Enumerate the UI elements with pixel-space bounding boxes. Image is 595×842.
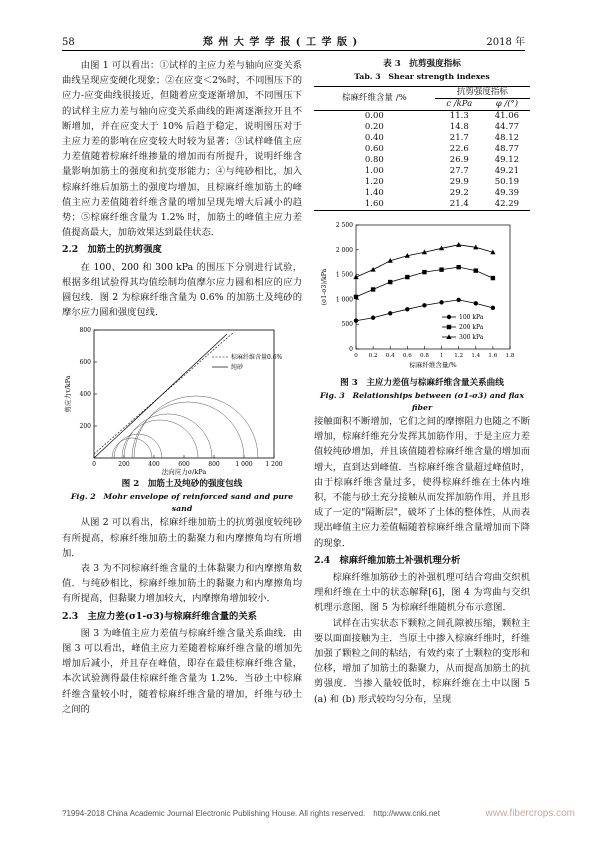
mohr-circle-small-reinforced (114, 434, 162, 458)
fig3-xtick-label: 0.2 (368, 353, 378, 359)
mohr-circle-large-reinforced (134, 396, 258, 458)
fig3-xtick-label: 0.4 (385, 353, 395, 359)
data-point (439, 267, 443, 271)
paragraph-fig3-analysis: 图 3 为峰值主应力差值与棕麻纤维含量关系曲线．由图 3 可以看出，峰值主应力差随着棕麻纤维含量的增加先增加后减小，并且存在峰值，即存在最佳棕麻纤维含量，本次试验测得最佳棕麻纤维含量为 1.2%．当砂土中棕麻纤维含量较小时，随着棕麻纤维含量的增加，纤维与砂土之间的 (62, 627, 302, 715)
right-column (314, 58, 530, 707)
figure-2 (62, 324, 302, 476)
data-point (371, 287, 375, 291)
cell-cohesion: 21.4 (435, 199, 484, 211)
table-row (314, 155, 530, 166)
table-body (314, 111, 530, 211)
envelope-pure-sand (94, 334, 227, 458)
data-point (474, 268, 478, 272)
cell-cohesion: 29.9 (449, 177, 469, 187)
cell-cohesion: 14.8 (449, 122, 469, 132)
table-row (314, 188, 530, 199)
journal-year: 2018 年 (486, 37, 525, 48)
data-point (491, 276, 495, 280)
mohr-envelope-chart (62, 324, 302, 476)
data-point (456, 265, 460, 269)
cell-friction-angle: 48.77 (494, 144, 520, 154)
page-header (62, 32, 525, 48)
cell-fiber-content: 0.60 (364, 144, 384, 154)
fig2-xtick-label: 200 (118, 461, 130, 469)
fig3-xtick-label: 0.6 (402, 353, 412, 359)
fig2-xtick-label: 0 (92, 461, 96, 469)
fig3-ytick-label: 500 (341, 321, 353, 329)
fig2-xlabel: 法向应力σ/kPa (161, 468, 207, 477)
cell-fiber-content: 1.60 (314, 199, 435, 211)
cell-cohesion: 29.2 (449, 188, 469, 198)
journal-title: 郑 州 大 学 学 报 ( 工 学 版 ) (202, 37, 359, 48)
table-header-phi: φ /(°) (484, 99, 530, 111)
table-row (314, 177, 530, 188)
data-point (388, 311, 392, 315)
cell-fiber-content: 1.40 (364, 188, 384, 198)
table3-title: 表 3 抗剪强度指标 (383, 59, 461, 69)
fig2-caption-en: Fig. 2 Mohr envelope of reinforced sand and pure sand (70, 492, 294, 514)
fig3-xtick-label: 1.8 (505, 353, 515, 359)
fig3-ylabel: (σ1-σ3)/kPa (321, 268, 328, 306)
fig3-xlabel: 棕麻纤维含量/% (409, 361, 457, 369)
cell-fiber-content: 1.00 (364, 166, 384, 176)
cell-fiber-content: 0.00 (364, 111, 384, 121)
fig3-ytick-label: 2 000 (335, 246, 353, 254)
cell-cohesion: 26.9 (449, 155, 469, 165)
mohr-circles (112, 396, 258, 458)
cell-fiber-content: 0.40 (364, 133, 384, 143)
cell-cohesion: 22.6 (449, 144, 469, 154)
fig2-xtick-label: 800 (208, 461, 220, 469)
fig2-xtick-label: 400 (148, 461, 160, 469)
data-point (456, 242, 461, 247)
fig3-caption-en: Fig. 3 Relationships between (σ1-σ3) and flax fiber (319, 391, 525, 412)
section-heading-2-4: 2.4 棕麻纤维加筋土补强机理分析 (314, 554, 461, 566)
mohr-circle-large (132, 402, 244, 458)
figure-3 (314, 217, 530, 377)
paragraph-mechanism: 棕麻纤维加筋砂土的补强机理可结合弯曲交织机理和纤维在土中的状态解释[6]，图 4 为弯曲与交织机理示意图，图 5 为棕麻纤维随机分布示意图． (314, 572, 530, 614)
legend-label: 200 kPa (459, 324, 484, 331)
paragraph-compaction: 试样在击实状态下颗粒之间孔隙被压缩，颗粒主要以面面接触为主．当原土中掺入棕麻纤维时，纤维加强了颗粒之间的粘结，有效约束了土颗粒的变形和位移，增加了加筋土的黏聚力，从而提高加筋土的抗剪强度．当掺入量较低时，棕麻纤维在土中以图 5 (a) 和 (b) 形式较均匀分布，呈现 (314, 617, 530, 705)
cell-friction-angle: 49.12 (494, 155, 520, 165)
legend-label: 300 kPa (459, 334, 484, 341)
fig3-xtick-label: 1.2 (454, 353, 464, 359)
data-point (371, 267, 376, 272)
table-row (314, 111, 530, 123)
fig2-ytick-label: 600 (79, 359, 91, 367)
table-header-group: 抗剪强度指标 (435, 87, 530, 99)
paragraph-fig1-analysis: 由图 1 可以看出：①试样的主应力差与轴向应变关系曲线呈现应变硬化现象；②在应变＜2%时，不同围压下的应力-应变曲线很接近，但随着应变逐渐增加，不同围压下的试样主应力差与轴向应变关系曲线的距离逐渐拉开且不断增加，并在应变大于 10% 后趋于稳定，说明围压对于主应力差的影响在应变较大时较为显著；③试样峰值主应力差值随着棕麻纤维掺量的增加而有所提升，说明纤维含量影响加筋土的强度和抗变形能力；④与纯砂相比，加入棕麻纤维后加筋土的强度均增加，且棕麻纤维加筋土的峰值主应力差值随着纤维含量的增加呈现先增大后减小的趋势；⑤棕麻纤维含量为 1.2% 时，加筋土的峰值主应力差值提高最大，加筋效果达到最佳状态． (62, 60, 302, 239)
cell-cohesion: 21.7 (449, 133, 469, 143)
table-header-fiber: 棕麻纤维含量 /% (314, 87, 435, 111)
paragraph-continued: 接触面积不断增加，它们之间的摩擦阻力也随之不断增加，棕麻纤维充分发挥其加筋作用，于是主应力差值较纯砂增加，并且该值随着棕麻纤维含量的增加而增大，直到达到峰值．当棕麻纤维含量超过峰值时，由于棕麻纤维含量过多，使得棕麻纤维在土体内堆积，不能与砂土充分接触从而发挥加筋作用，并且形成了一定的"隔断层"，破坏了土体的整体性，从而表现出峰值主应力差值幅随着棕麻纤维含量增加而下降的现象． (314, 416, 530, 549)
fig2-ytick-label: 400 (79, 391, 91, 399)
legend-label-pure-sand: 纯砂 (231, 364, 244, 372)
section-heading-2-3: 2.3 主应力差(σ1-σ3)与棕麻纤维含量的关系 (62, 610, 257, 622)
fig3-caption-cn: 图 3 主应力差值与棕麻纤维含量关系曲线 (340, 378, 504, 388)
data-point (422, 303, 426, 307)
fig3-ytick-label: 0 (349, 346, 353, 353)
data-point (371, 316, 375, 320)
fig3-ytick-label: 1 500 (335, 271, 353, 279)
cell-friction-angle: 50.19 (494, 177, 520, 187)
fig2-ytick-label: 800 (79, 327, 91, 335)
legend-marker (447, 315, 451, 319)
page-footer (62, 808, 575, 819)
data-point (422, 270, 426, 274)
cell-friction-angle: 49.21 (494, 166, 520, 176)
section-heading-2-2: 2.2 加筋土的抗剪强度 (62, 244, 162, 256)
table-row (314, 199, 530, 211)
data-point (388, 280, 392, 284)
cell-friction-angle: 48.12 (494, 133, 520, 143)
data-point (491, 306, 495, 310)
fig3-xtick-label: 0 (354, 353, 358, 359)
left-column (62, 58, 302, 717)
cell-friction-angle: 42.29 (484, 199, 530, 211)
fig3-xtick-label: 0.8 (419, 353, 429, 359)
fig2-xtick-label: 600 (178, 461, 190, 469)
cell-cohesion: 27.7 (449, 166, 469, 176)
fig2-xtick-label: 1 200 (265, 461, 283, 469)
watermark-text: www.fibercrops.com (485, 808, 575, 819)
cell-fiber-content: 0.20 (364, 122, 384, 132)
fig2-frame (94, 330, 274, 458)
fig3-ytick-label: 1 000 (335, 296, 353, 304)
fig2-xtick-label: 1 000 (235, 461, 253, 469)
table-row (314, 133, 530, 144)
paragraph-fig2-analysis: 从图 2 可以看出，棕麻纤维加筋土的抗剪强度较纯砂有所提高，棕麻纤维加筋土的黏聚力和内摩擦角均有所增加． (62, 517, 302, 559)
data-point (405, 307, 409, 311)
table-row (314, 144, 530, 155)
copyright-notice: ?1994-2018 China Academic Journal Electronic Publishing House. All rights reserved. http://www.cnki.net (62, 809, 440, 818)
paragraph-shear-strength: 在 100、200 和 300 kPa 的围压下分别进行试验，根据多组试验得其均值绘制均值摩尔应力圆和相应的应力圆包线．图 2 为棕麻纤维含量为 0.6% 的加筋土及纯砂的摩尔应力圆和强度包线． (62, 261, 302, 319)
fig3-xtick-label: 1.6 (488, 353, 498, 359)
fig2-caption-cn: 图 2 加筋土及纯砂的强度包线 (121, 479, 243, 490)
cell-friction-angle: 41.06 (494, 111, 520, 121)
legend-label: 100 kPa (459, 314, 484, 321)
fig2-ytick-label: 200 (79, 423, 91, 431)
fig3-xtick-label: 1 (439, 353, 444, 359)
cell-fiber-content: 0.80 (364, 155, 384, 165)
data-point (354, 319, 358, 323)
cell-cohesion: 11.3 (449, 111, 469, 121)
fig2-ylabel: 剪应力τ/kPa (64, 375, 72, 414)
cell-fiber-content: 1.20 (364, 177, 384, 187)
table-header-c: c /kPa (435, 99, 484, 111)
fig3-xtick-label: 1.4 (471, 353, 481, 359)
mohr-circle-medium (122, 420, 198, 458)
paragraph-table3-analysis: 表 3 为不同棕麻纤维含量的土体黏聚力和内摩擦角数值．与纯砂相比，棕麻纤维加筋土的黏聚力和内摩擦角均有所提高，但黏聚力增加较大，内摩擦角增加较小． (62, 563, 302, 605)
table-row (314, 166, 530, 177)
fig3-ytick-label: 2 500 (335, 222, 353, 229)
cell-friction-angle: 49.39 (494, 188, 520, 198)
table-row (314, 122, 530, 133)
data-point (456, 298, 460, 302)
page-number: 58 (62, 37, 75, 48)
principal-stress-chart (314, 217, 530, 377)
legend-label-reinforced: 棕麻纤维含量0.6% (231, 354, 283, 362)
shear-strength-table (314, 86, 530, 211)
table3-title-en: Tab. 3 Shear strength indexes (354, 72, 490, 81)
legend-marker (447, 325, 451, 329)
cell-friction-angle: 44.77 (494, 122, 520, 132)
data-point (405, 275, 409, 279)
header-rule (62, 50, 525, 51)
data-point (474, 301, 478, 305)
data-point (354, 295, 358, 299)
data-point (439, 300, 443, 304)
